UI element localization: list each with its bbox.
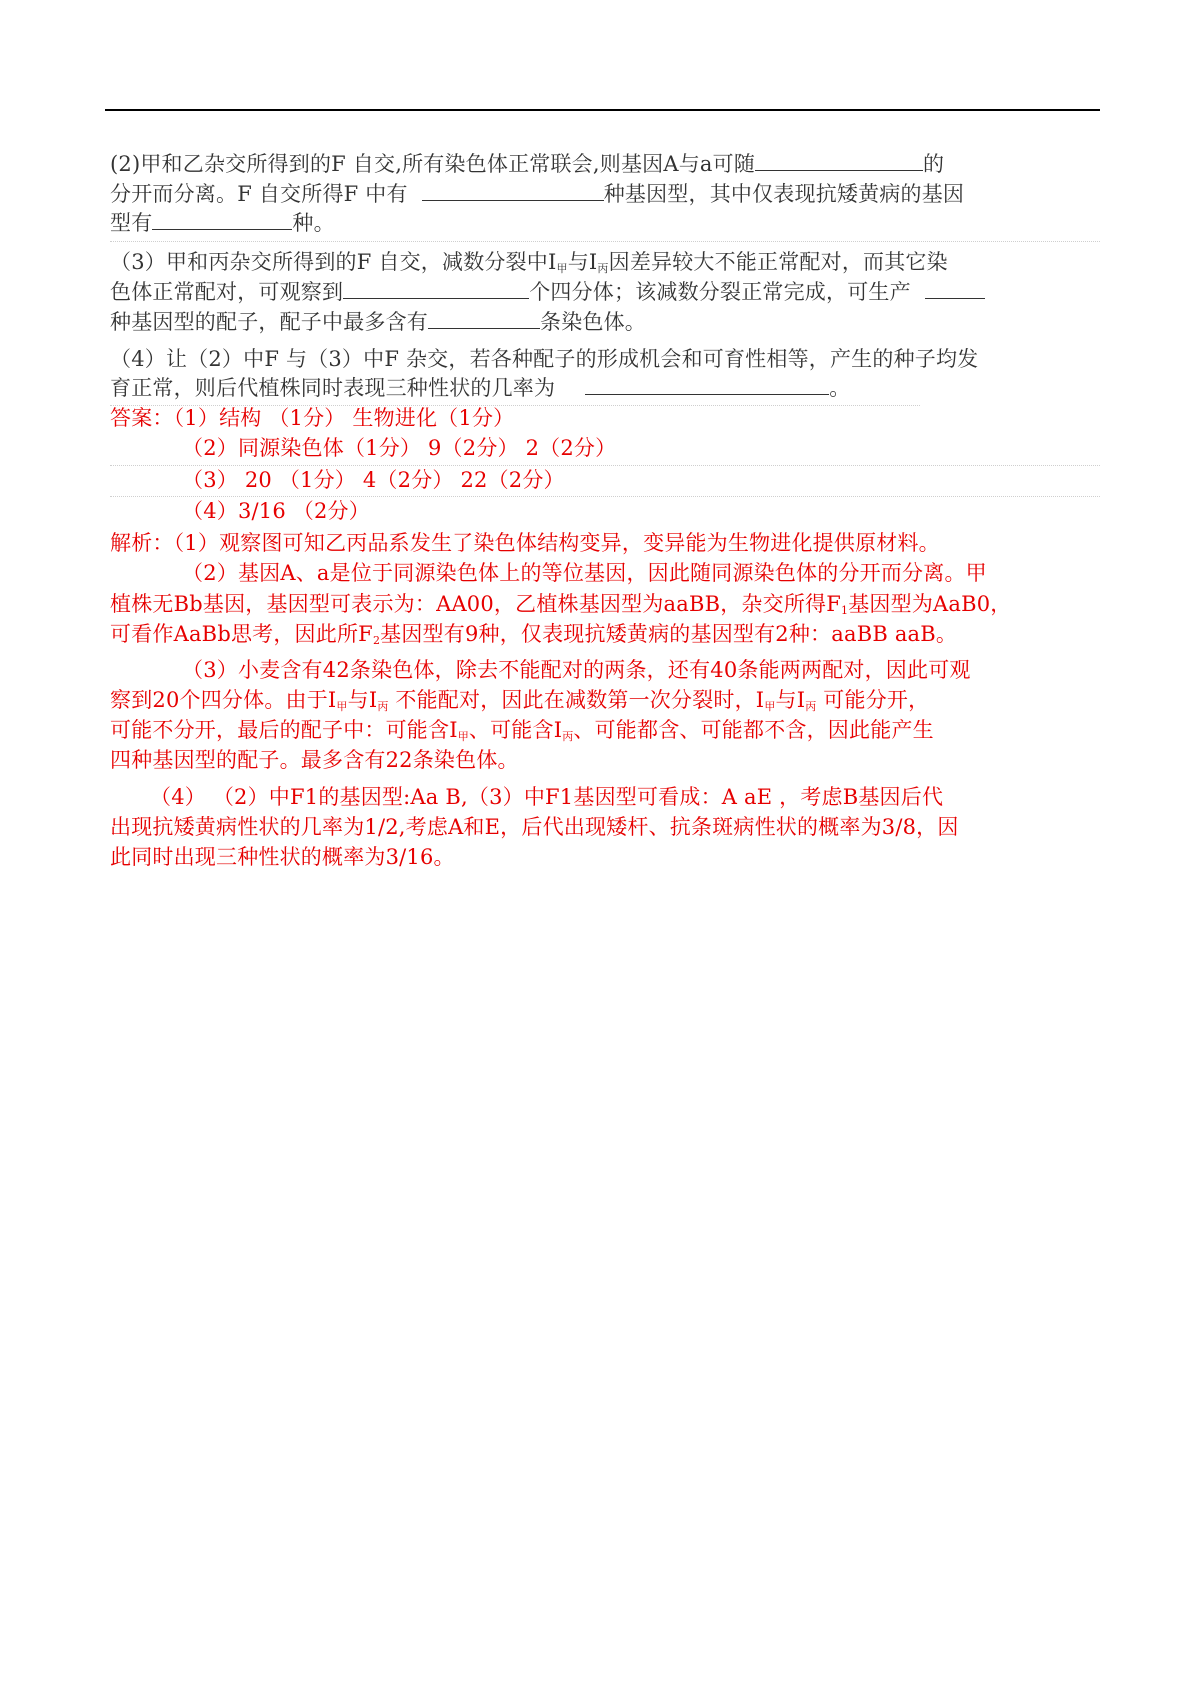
question-text: 色体正常配对，可观察到 bbox=[110, 280, 344, 304]
answer-line-1 bbox=[110, 404, 514, 432]
analysis-text: 察到20个四分体。由于Ⅰ bbox=[110, 688, 337, 712]
answer-blank bbox=[428, 308, 540, 329]
question-4-line-2 bbox=[110, 374, 850, 402]
analysis-text: 植株无Bb基因，基因型可表示为：AA00，乙植株基因型为aaBB，杂交所得F bbox=[110, 592, 842, 616]
analysis-text: 可能不分开，最后的配子中：可能含Ⅰ bbox=[110, 718, 458, 742]
analysis-p3-line-4: 四种基因型的配子。最多含有22条染色体。 bbox=[110, 748, 519, 772]
question-text: 种基因型，其中仅表现抗矮黄病的基因 bbox=[603, 182, 965, 206]
question-text: 因差异较大不能正常配对，而其它染 bbox=[608, 250, 948, 274]
answer-blank bbox=[925, 278, 985, 299]
answer-line-2: （2）同源染色体（1分） 9（2分） 2（2分） bbox=[182, 436, 617, 460]
answer-blank bbox=[422, 180, 604, 201]
dotted-separator bbox=[110, 241, 1100, 242]
question-text: 种。 bbox=[292, 211, 335, 235]
analysis-text: 可看作AaBb思考，因此所F bbox=[110, 622, 373, 646]
subscript: 丙 bbox=[805, 700, 817, 713]
question-2-line-3 bbox=[110, 209, 335, 237]
question-3-line-2 bbox=[110, 278, 985, 306]
analysis-line-1 bbox=[110, 529, 940, 557]
analysis-text: 与Ⅰ bbox=[347, 688, 378, 712]
analysis-text: 与Ⅰ bbox=[775, 688, 806, 712]
subscript: 甲 bbox=[457, 730, 469, 743]
answer-label: 答案： bbox=[110, 406, 174, 430]
question-text: 个四分体；该减数分裂正常完成，可生产 bbox=[529, 280, 911, 304]
question-2-line-2 bbox=[110, 180, 964, 208]
answer-blank bbox=[152, 209, 292, 230]
answer-line-4: （4）3/16 （2分） bbox=[182, 499, 370, 523]
subscript: 1 bbox=[841, 604, 849, 617]
question-text: (2)甲和乙杂交所得到的F 自交,所有染色体正常联会,则基因A与a可随 bbox=[110, 152, 756, 176]
question-text: 分开而分离。F 自交所得F 中有 bbox=[110, 182, 408, 206]
answer-line-3: （3） 20 （1分） 4（2分） 22（2分） bbox=[182, 468, 565, 492]
analysis-text: （1）观察图可知乙丙品系发生了染色体结构变异，变异能为生物进化提供原材料。 bbox=[173, 531, 940, 555]
subscript: 甲 bbox=[336, 700, 348, 713]
question-text: 条染色体。 bbox=[540, 310, 646, 334]
question-2-line-1 bbox=[110, 150, 944, 178]
question-text: 种基因型的配子，配子中最多含有 bbox=[110, 310, 428, 334]
analysis-p2-line-3 bbox=[110, 620, 957, 655]
analysis-label: 解析： bbox=[110, 531, 174, 555]
question-4-line-1: （4）让（2）中F 与（3）中F 杂交，若各种配子的形成机会和可育性相等，产生的种子均发 bbox=[110, 347, 979, 371]
question-text: 育正常，则后代植株同时表现三种性状的几率为 bbox=[110, 376, 556, 400]
analysis-text: 、可能都含、可能都不含，因此能产生 bbox=[573, 718, 934, 742]
subscript: 甲 bbox=[556, 262, 568, 275]
analysis-p3-line-1: （3）小麦含有42条染色体，除去不能配对的两条，还有40条能两两配对，因此可观 bbox=[182, 658, 971, 682]
analysis-text: 不能配对，因此在减数第一次分裂时，Ⅰ bbox=[388, 688, 765, 712]
header-rule bbox=[105, 109, 1100, 111]
question-3-line-3 bbox=[110, 308, 646, 336]
subscript: 丙 bbox=[377, 700, 389, 713]
subscript: 丙 bbox=[597, 262, 609, 275]
answer-blank bbox=[343, 278, 529, 299]
subscript: 丙 bbox=[562, 730, 574, 743]
question-text: 型有 bbox=[110, 211, 153, 235]
question-text: （3）甲和丙杂交所得到的F 自交，减数分裂中Ⅰ bbox=[110, 250, 557, 274]
analysis-p4-line-1: （4） （2）中F1的基因型:Aa B,（3）中F1基因型可看成：A aE ，考虑B基因后代 bbox=[150, 785, 944, 809]
subscript: 甲 bbox=[764, 700, 776, 713]
analysis-p2-line-1: （2）基因A、a是位于同源染色体上的等位基因，因此随同源染色体的分开而分离。甲 bbox=[182, 561, 987, 585]
answer-blank bbox=[755, 150, 923, 171]
subscript: 2 bbox=[372, 634, 381, 647]
analysis-text: 基因型为AaB0， bbox=[848, 592, 1012, 616]
analysis-p4-line-2: 出现抗矮黄病性状的几率为1/2,考虑A和E，后代出现矮杆、抗条斑病性状的概率为3/8，因 bbox=[110, 815, 959, 839]
analysis-text: 基因型有9种，仅表现抗矮黄病的基因型有2种：aaBB aaB。 bbox=[380, 622, 958, 646]
question-text: 。 bbox=[829, 376, 851, 400]
analysis-p4-line-3: 此同时出现三种性状的概率为3/16。 bbox=[110, 845, 455, 869]
answer-blank bbox=[585, 374, 829, 395]
question-text: 与Ⅰ bbox=[567, 250, 598, 274]
answer-text: （1）结构 （1分） 生物进化（1分） bbox=[173, 406, 515, 430]
analysis-text: 、可能含Ⅰ bbox=[468, 718, 563, 742]
analysis-text: 可能分开， bbox=[816, 688, 930, 712]
question-text: 的 bbox=[923, 152, 945, 176]
